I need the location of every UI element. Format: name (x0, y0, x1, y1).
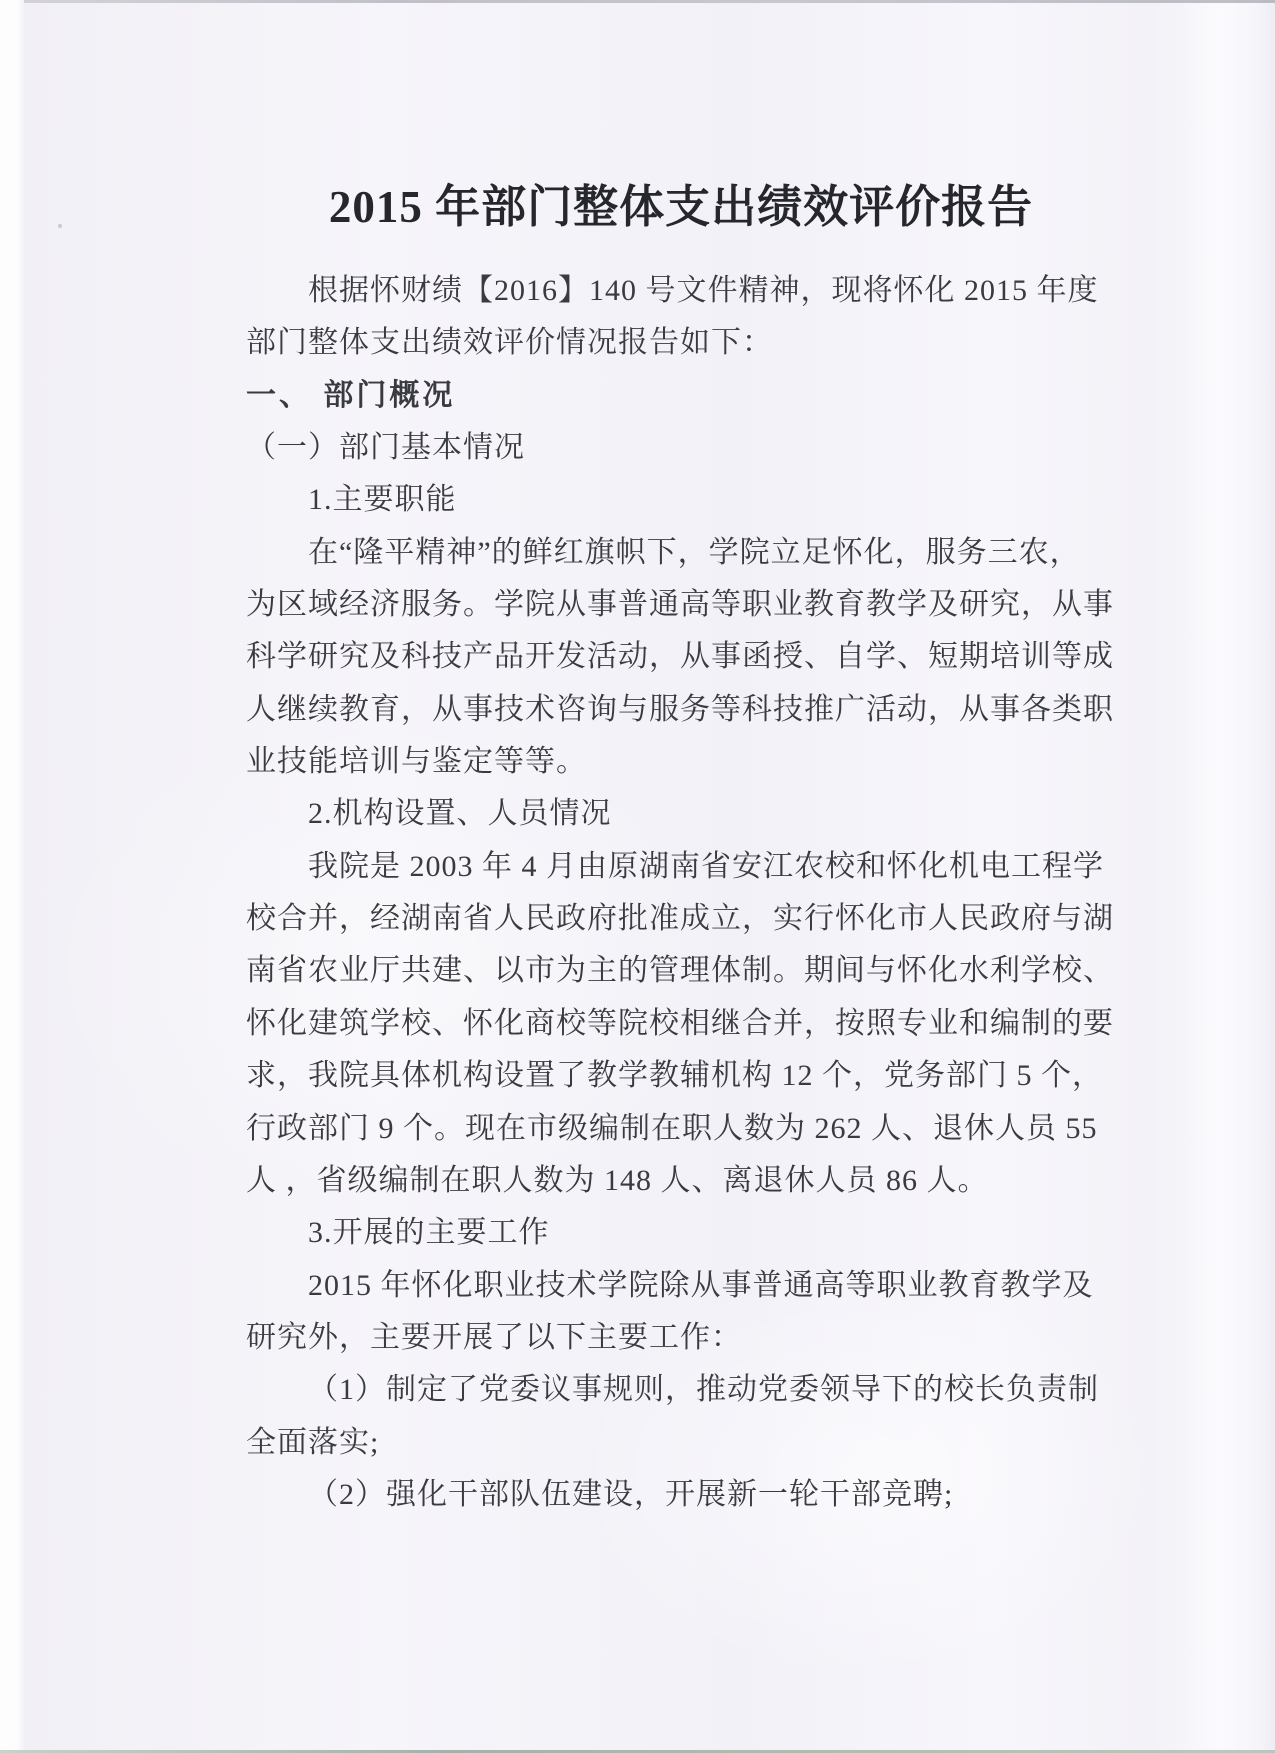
scan-left-edge (0, 0, 25, 1753)
document-line: 2015 年怀化职业技术学院除从事普通高等职业教育教学及 (308, 1268, 1094, 1302)
document-line: 科学研究及科技产品开发活动，从事函授、自学、短期培训等成 (246, 640, 1114, 674)
document-line: 2.机构设置、人员情况 (308, 797, 612, 831)
document-line: 校合并，经湖南省人民政府批准成立，实行怀化市人民政府与湖 (246, 902, 1114, 936)
document-line: 求，我院具体机构设置了教学教辅机构 12 个，党务部门 5 个， (246, 1059, 1103, 1093)
document-line: 行政部门 9 个。现在市级编制在职人数为 262 人、退休人员 55 (246, 1111, 1098, 1145)
document-line: 根据怀财绩【2016】140 号文件精神，现将怀化 2015 年度 (308, 274, 1099, 307)
document-line: 在“隆平精神”的鲜红旗帜下，学院立足怀化，服务三农， (308, 535, 1081, 569)
document-line: 人继续教育，从事技术咨询与服务等科技推广活动，从事各类职 (246, 692, 1114, 726)
document-line: 为区域经济服务。学院从事普通高等职业教育教学及研究，从事 (246, 588, 1114, 622)
document-body (246, 265, 1116, 1521)
document-line: （一）部门基本情况 (246, 431, 525, 465)
scan-right-edge-shadow (1180, 0, 1275, 1753)
scan-top-edge-line (24, 0, 1275, 3)
scan-speck-artifact (58, 224, 62, 228)
document-line: 业技能培训与鉴定等等。 (246, 745, 587, 779)
document-line: 3.开展的主要工作 (308, 1216, 550, 1250)
document-line: 全面落实; (246, 1425, 380, 1459)
document-line: 部门整体支出绩效评价情况报告如下： (246, 326, 773, 360)
document-line: （1）制定了党委议事规则，推动党委领导下的校长负责制 (308, 1373, 1099, 1407)
document-line: 怀化建筑学校、怀化商校等院校相继合并，按照专业和编制的要 (246, 1006, 1114, 1040)
document-line: 我院是 2003 年 4 月由原湖南省安江农校和怀化机电工程学 (308, 849, 1104, 883)
document-line: 1.主要职能 (308, 483, 457, 517)
document-title: 2015 年部门整体支出绩效评价报告 (328, 182, 1034, 233)
document-line: （2）强化干部队伍建设，开展新一轮干部竞聘; (308, 1477, 954, 1511)
document-line: 一、 部门概况 (246, 378, 456, 412)
document-line: 人 ，省级编制在职人数为 148 人、离退休人员 86 人。 (246, 1163, 989, 1197)
document-line: 研究外，主要开展了以下主要工作： (246, 1320, 742, 1354)
document-line: 南省农业厅共建、以市为主的管理体制。期间与怀化水利学校、 (246, 954, 1114, 988)
